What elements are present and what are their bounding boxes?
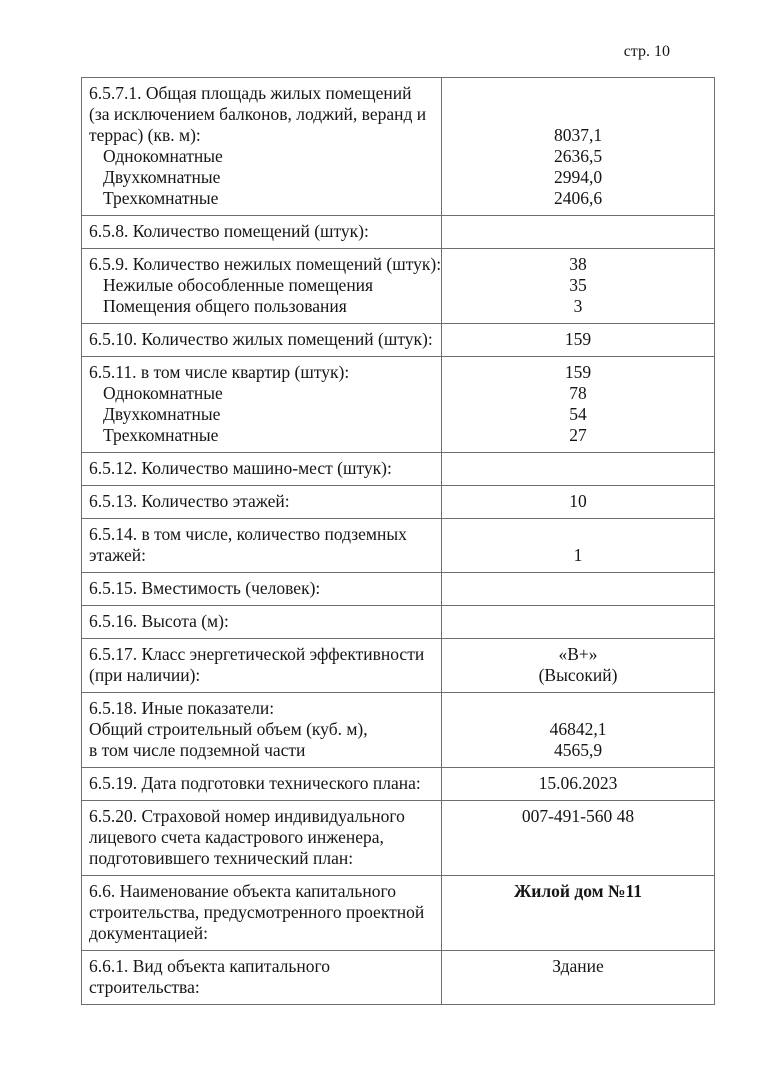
parameter-value-line xyxy=(449,902,707,923)
parameter-value-line: 007-491-560 48 xyxy=(521,806,635,826)
parameter-label-line: 6.5.13. Количество этажей: xyxy=(89,491,290,511)
parameter-label-line: Двухкомнатные xyxy=(103,167,221,187)
parameter-value-line: 3 xyxy=(573,296,583,316)
parameter-label-cell xyxy=(82,453,442,486)
parameter-label-line: 6.5.15. Вместимость (человек): xyxy=(89,578,321,598)
parameter-label-cell xyxy=(82,216,442,249)
parameter-value-cell xyxy=(442,606,715,639)
parameter-label-cell xyxy=(82,324,442,357)
parameter-value-line: 1 xyxy=(573,545,583,565)
table-row xyxy=(82,216,715,249)
parameter-label-line: Помещения общего пользования xyxy=(103,296,347,316)
parameter-label-line: строительства: xyxy=(89,977,200,997)
parameter-label-cell xyxy=(82,606,442,639)
parameter-value-line: 27 xyxy=(569,425,587,445)
parameter-label-line: в том числе подземной части xyxy=(89,740,306,760)
parameter-value-line: «В+» xyxy=(558,644,598,664)
parameter-label-line: 6.5.18. Иные показатели: xyxy=(89,698,275,718)
parameter-label-cell xyxy=(82,951,442,1005)
parameter-label-line: 6.6.1. Вид объекта капитального xyxy=(89,956,330,976)
parameter-label-line: 6.5.10. Количество жилых помещений (штук): xyxy=(89,329,433,349)
parameter-label-line: строительства, предусмотренного проектной xyxy=(89,902,425,922)
parameter-value-line: 2636,5 xyxy=(553,146,603,166)
parameter-label-cell xyxy=(82,78,442,216)
parameter-value-line xyxy=(449,923,707,944)
parameter-value-cell xyxy=(442,573,715,606)
parameter-label-line: 6.5.14. в том числе, количество подземных xyxy=(89,524,407,544)
parameter-label-cell xyxy=(82,768,442,801)
parameter-value-cell xyxy=(442,216,715,249)
table-row xyxy=(82,519,715,573)
parameter-value-line xyxy=(449,221,707,242)
parameter-value-line: 159 xyxy=(564,362,592,382)
parameter-value-line xyxy=(449,458,707,479)
parameter-label-line: Однокомнатные xyxy=(103,383,223,403)
parameter-label-line: Трехкомнатные xyxy=(103,188,219,208)
parameter-value-cell xyxy=(442,876,715,951)
parameter-label-line: 6.5.11. в том числе квартир (штук): xyxy=(89,362,350,382)
parameter-label-line: 6.5.9. Количество нежилых помещений (штук): xyxy=(89,254,442,274)
parameter-value-line: (Высокий) xyxy=(538,665,618,685)
parameter-label-line: 6.6. Наименование объекта капитального xyxy=(89,881,396,901)
table-row xyxy=(82,357,715,453)
page-number-label: стр. 10 xyxy=(623,43,670,60)
parameter-label-cell xyxy=(82,639,442,693)
parameter-label-line: 6.5.7.1. Общая площадь жилых помещений xyxy=(89,83,412,103)
parameter-label-cell xyxy=(82,519,442,573)
parameter-value-line: 35 xyxy=(569,275,587,295)
parameter-value-cell xyxy=(442,768,715,801)
parameter-value-cell xyxy=(442,78,715,216)
parameter-value-cell xyxy=(442,639,715,693)
parameter-value-line: 2406,6 xyxy=(553,188,603,208)
table-row xyxy=(82,801,715,876)
parameter-label-line: 6.5.19. Дата подготовки технического плана: xyxy=(89,773,421,793)
parameter-value-line: Жилой дом №11 xyxy=(513,881,643,901)
table-row xyxy=(82,78,715,216)
table-row xyxy=(82,639,715,693)
parameter-label-line: Нежилые обособленные помещения xyxy=(103,275,374,295)
parameter-value-line xyxy=(449,524,707,545)
parameter-label-cell xyxy=(82,573,442,606)
table-row xyxy=(82,249,715,324)
parameter-value-line: 159 xyxy=(564,329,592,349)
parameter-label-line: 6.5.16. Высота (м): xyxy=(89,611,229,631)
parameter-label-line: подготовившего технический план: xyxy=(89,848,354,868)
parameter-value-cell xyxy=(442,453,715,486)
parameter-value-line: Здание xyxy=(552,956,604,976)
parameter-value-cell xyxy=(442,801,715,876)
table-row xyxy=(82,693,715,768)
parameter-value-line: 15.06.2023 xyxy=(538,773,618,793)
parameter-label-line: (за исключением балконов, лоджий, веранд и xyxy=(89,104,427,124)
parameter-value-cell xyxy=(442,486,715,519)
parameter-value-line: 38 xyxy=(569,254,587,274)
parameter-value-line: 54 xyxy=(569,404,587,424)
parameter-label-line: Общий строительный объем (куб. м), xyxy=(89,719,368,739)
parameter-value-line: 78 xyxy=(569,383,587,403)
parameter-value-line: 8037,1 xyxy=(553,125,603,145)
parameter-label-line: Трехкомнатные xyxy=(103,425,219,445)
object-parameters-table xyxy=(81,77,715,1005)
parameter-value-line: 10 xyxy=(569,491,587,511)
parameter-label-line: 6.5.12. Количество машино-мест (штук): xyxy=(89,458,392,478)
parameter-value-cell xyxy=(442,519,715,573)
parameter-value-line xyxy=(449,698,707,719)
parameter-value-cell xyxy=(442,357,715,453)
parameter-label-line: Однокомнатные xyxy=(103,146,223,166)
parameter-label-cell xyxy=(82,876,442,951)
parameter-label-line: Двухкомнатные xyxy=(103,404,221,424)
parameter-value-cell xyxy=(442,951,715,1005)
parameter-value-line: 46842,1 xyxy=(549,719,607,739)
table-body xyxy=(82,78,715,1005)
table-row xyxy=(82,876,715,951)
parameter-label-cell xyxy=(82,801,442,876)
table-row xyxy=(82,606,715,639)
table-row xyxy=(82,324,715,357)
parameter-label-line: лицевого счета кадастрового инженера, xyxy=(89,827,384,847)
parameter-label-line: террас) (кв. м): xyxy=(89,125,201,145)
parameter-value-line xyxy=(449,611,707,632)
parameter-label-line: документацией: xyxy=(89,923,208,943)
table-row xyxy=(82,573,715,606)
parameter-label-cell xyxy=(82,693,442,768)
parameter-label-cell xyxy=(82,357,442,453)
parameter-value-line xyxy=(449,83,707,104)
parameter-value-line: 4565,9 xyxy=(553,740,603,760)
table-row xyxy=(82,768,715,801)
table-row xyxy=(82,486,715,519)
parameter-value-line xyxy=(449,977,707,998)
parameter-value-cell xyxy=(442,249,715,324)
parameter-value-cell xyxy=(442,693,715,768)
parameter-value-cell xyxy=(442,324,715,357)
parameter-label-line: этажей: xyxy=(89,545,146,565)
parameter-value-line xyxy=(449,578,707,599)
parameter-value-line xyxy=(449,104,707,125)
parameter-value-line xyxy=(449,848,707,869)
parameter-label-cell xyxy=(82,249,442,324)
parameter-label-line: 6.5.17. Класс энергетической эффективности xyxy=(89,644,425,664)
parameter-label-line: 6.5.20. Страховой номер индивидуального xyxy=(89,806,405,826)
parameter-label-cell xyxy=(82,486,442,519)
parameter-value-line: 2994,0 xyxy=(553,167,603,187)
parameter-value-line xyxy=(449,827,707,848)
parameter-label-line: (при наличии): xyxy=(89,665,201,685)
table-row xyxy=(82,951,715,1005)
parameter-label-line: 6.5.8. Количество помещений (штук): xyxy=(89,221,369,241)
table-row xyxy=(82,453,715,486)
